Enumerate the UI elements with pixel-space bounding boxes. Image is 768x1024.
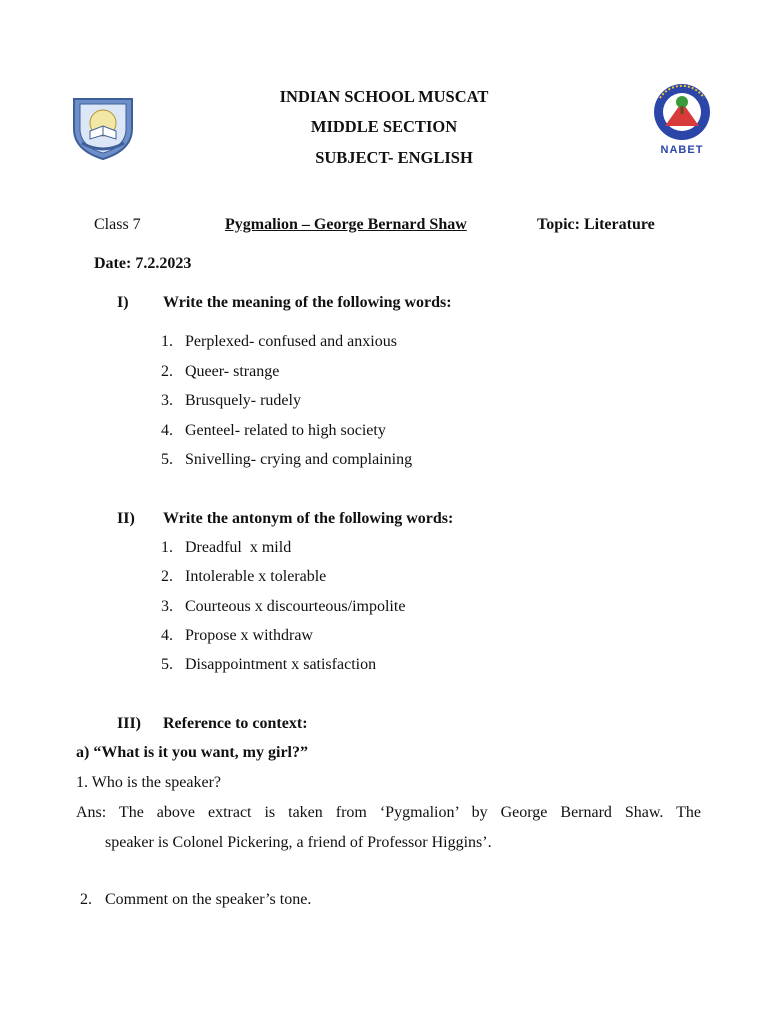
list-item: 2. Intolerable x tolerable (161, 568, 327, 585)
topic-label: Topic: Literature (537, 216, 655, 233)
question-2: Comment on the speaker’s tone. (105, 891, 312, 908)
school-name: INDIAN SCHOOL MUSCAT (279, 87, 489, 106)
lesson-title: Pygmalion – George Bernard Shaw (225, 216, 467, 233)
question-1: 1. Who is the speaker? (76, 774, 221, 791)
subject-name: SUBJECT- ENGLISH (315, 148, 473, 167)
context-quote: a) “What is it you want, my girl?” (76, 744, 308, 761)
nabet-logo (650, 82, 714, 160)
date-label: Date: 7.2.2023 (94, 255, 192, 272)
list-item: 3. Courteous x discourteous/impolite (161, 598, 406, 615)
nabet-logo-text: NABET (660, 144, 704, 156)
list-item: 4. Propose x withdraw (161, 627, 313, 644)
list-item: 4. Genteel- related to high society (161, 422, 386, 439)
section-1-numeral: I) (117, 294, 129, 311)
list-item: 1. Dreadful x mild (161, 539, 292, 556)
section-1-title: Write the meaning of the following words: (163, 294, 452, 311)
list-item: 5. Snivelling- crying and complaining (161, 451, 413, 468)
answer-1-line-2: speaker is Colonel Pickering, a friend of Professor Higgins’. (105, 834, 492, 851)
section-3-title: Reference to context: (163, 715, 308, 732)
section-3-numeral: III) (117, 715, 142, 732)
list-item: 2. Queer- strange (161, 363, 280, 380)
list-item: 5. Disappointment x satisfaction (161, 656, 377, 673)
list-item: 1. Perplexed- confused and anxious (161, 333, 397, 350)
class-label: Class 7 (94, 216, 141, 233)
answer-1-line-1: Ans: The above extract is taken from ‘Pygmalion’ by George Bernard Shaw. The (76, 804, 701, 821)
question-2-number: 2. (80, 891, 92, 908)
section-2-title: Write the antonym of the following words: (163, 510, 454, 527)
section-2-numeral: II) (117, 510, 135, 527)
section-name: MIDDLE SECTION (310, 117, 458, 136)
list-item: 3. Brusquely- rudely (161, 392, 301, 409)
